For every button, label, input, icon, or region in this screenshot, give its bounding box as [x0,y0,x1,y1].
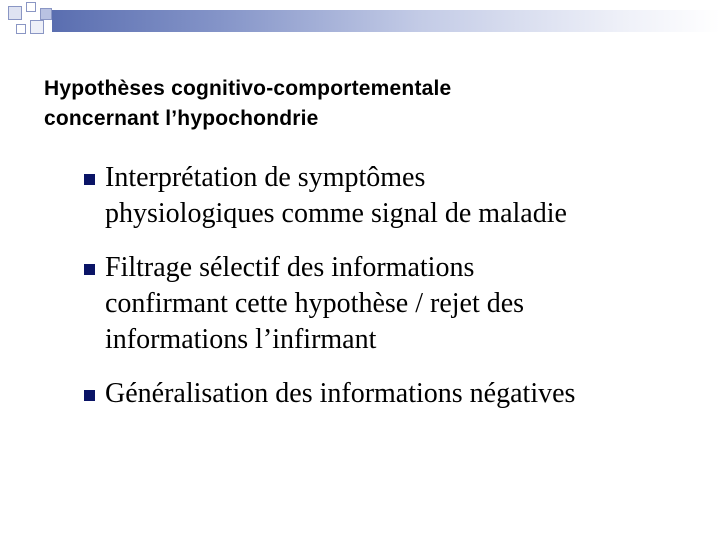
bullet-text-line: physiologiques comme signal de maladie [105,198,567,229]
bullet-text-line: Interprétation de symptômes [105,162,426,193]
slide-title-line: concernant l’hypochondrie [44,107,319,130]
square-bullet-icon [84,264,95,275]
bullet-text-line: informations l’infirmant [105,324,377,355]
bullet-text-line: confirmant cette hypothèse / rejet des [105,288,525,319]
bullet-text-line: Généralisation des informations négatives [105,378,576,409]
bullet-list [84,160,704,430]
square-bullet-icon [84,390,95,401]
bullet-item [84,376,704,412]
slide-title [44,74,684,134]
square-bullet-icon [84,174,95,185]
squares-decoration-icon [0,0,60,46]
bullet-item [84,250,704,358]
bullet-item [84,160,704,232]
bullet-text-line: Filtrage sélectif des informations [105,252,475,283]
header-decoration-band [52,10,720,32]
slide-title-line: Hypothèses cognitivo-comportementale [44,77,452,100]
